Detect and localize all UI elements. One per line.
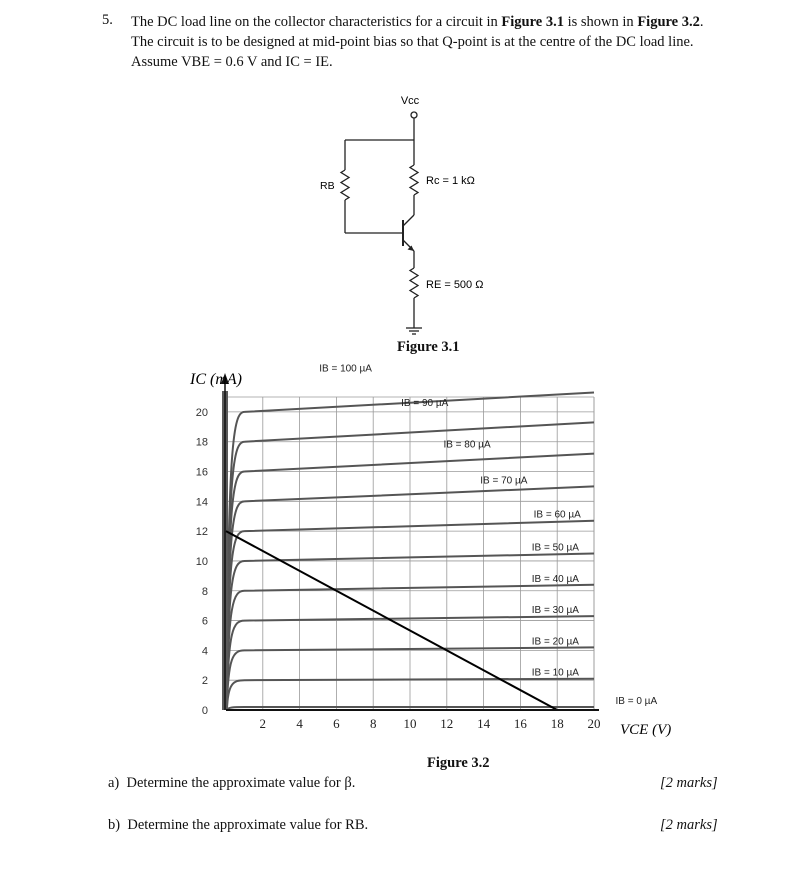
- part-a-label: a): [108, 775, 120, 791]
- part-b: [108, 817, 368, 834]
- y-tick-label: 2: [201, 675, 208, 688]
- x-tick-label: 6: [333, 716, 340, 731]
- curve-label-ib: IB = 20 µA: [531, 636, 579, 648]
- part-b-label: b): [108, 817, 121, 833]
- y-tick-label: 0: [201, 705, 208, 717]
- x-tick-label: 20: [587, 716, 601, 731]
- part-a-text: Determine the approximate value for β.: [126, 775, 356, 791]
- circuit-diagram: [300, 90, 520, 345]
- part-b-marks: [2 marks]: [660, 817, 718, 833]
- y-tick-label: 8: [201, 585, 208, 598]
- x-tick-label: 12: [440, 716, 454, 731]
- x-tick-label: 16: [513, 716, 527, 731]
- curve-labels: [319, 364, 657, 707]
- curve-label-ib: IB = 90 µA: [401, 397, 449, 409]
- x-tick-label: 4: [296, 716, 303, 731]
- question-line-3: Assume VBE = 0.6 V and IC = IE.: [131, 54, 333, 70]
- curve-label-ib: IB = 10 µA: [531, 667, 579, 679]
- curve-label-ib: IB = 0 µA: [615, 696, 658, 708]
- curve-label-ib: IB = 70 µA: [480, 475, 528, 487]
- part-a: [108, 775, 355, 792]
- collector-characteristics-chart: [180, 360, 700, 750]
- y-tick-label: 4: [201, 645, 208, 658]
- y-tick-label: 16: [195, 466, 208, 479]
- question-text: [131, 12, 781, 72]
- x-tick-label: 10: [403, 716, 417, 731]
- re-resistor: [410, 268, 418, 298]
- rb-resistor: [341, 170, 349, 200]
- x-tick-label: 18: [550, 716, 564, 731]
- figure-3-1-reference: Figure 3.1: [501, 14, 564, 30]
- re-label: RE = 500 Ω: [426, 279, 484, 291]
- y-tick-label: 18: [195, 436, 208, 449]
- curve-label-ib: IB = 30 µA: [531, 605, 579, 617]
- curve-label-ib: IB = 100 µA: [319, 363, 372, 375]
- rc-resistor: [410, 165, 418, 195]
- x-tick-label: 14: [477, 716, 491, 731]
- y-axis-label: IC (mA): [190, 371, 242, 388]
- curve-ib-9: [227, 679, 594, 710]
- y-tick-label: 6: [201, 615, 208, 628]
- x-axis-label: VCE (V): [620, 722, 672, 738]
- vcc-terminal: [411, 112, 417, 118]
- y-tick-label: 20: [195, 406, 208, 419]
- x-tick-label: 8: [369, 716, 377, 731]
- question-line-2: The circuit is to be designed at mid-point bias so that Q-point is at the centre of the DC load line.: [131, 34, 694, 50]
- ground-icon: [406, 328, 422, 334]
- part-b-text: Determine the approximate value for RB.: [127, 817, 369, 833]
- y-tick-label: 14: [195, 496, 208, 509]
- vcc-label: Vcc: [400, 95, 420, 107]
- figure-3-2-reference: Figure 3.2: [637, 14, 700, 30]
- question-number: 5.: [102, 12, 113, 28]
- figure-3-2-caption: Figure 3.2: [427, 755, 490, 771]
- transistor-collector: [403, 215, 414, 226]
- y-tick-label: 10: [195, 555, 208, 568]
- x-tick-label: 2: [259, 716, 267, 731]
- question-line-1: The DC load line on the collector characteristics for a circuit in Figure 3.1 is shown in Figure 3.2.: [131, 14, 704, 30]
- curve-label-ib: IB = 80 µA: [443, 439, 491, 451]
- rc-label: Rc = 1 kΩ: [426, 175, 475, 187]
- figure-3-1-caption: Figure 3.1: [397, 339, 460, 355]
- curve-label-ib: IB = 40 µA: [531, 573, 579, 585]
- y-tick-label: 12: [195, 526, 208, 539]
- curve-label-ib: IB = 60 µA: [533, 509, 581, 521]
- rb-label: RB: [320, 180, 335, 192]
- curve-label-ib: IB = 50 µA: [531, 542, 579, 554]
- part-a-marks: [2 marks]: [660, 775, 718, 791]
